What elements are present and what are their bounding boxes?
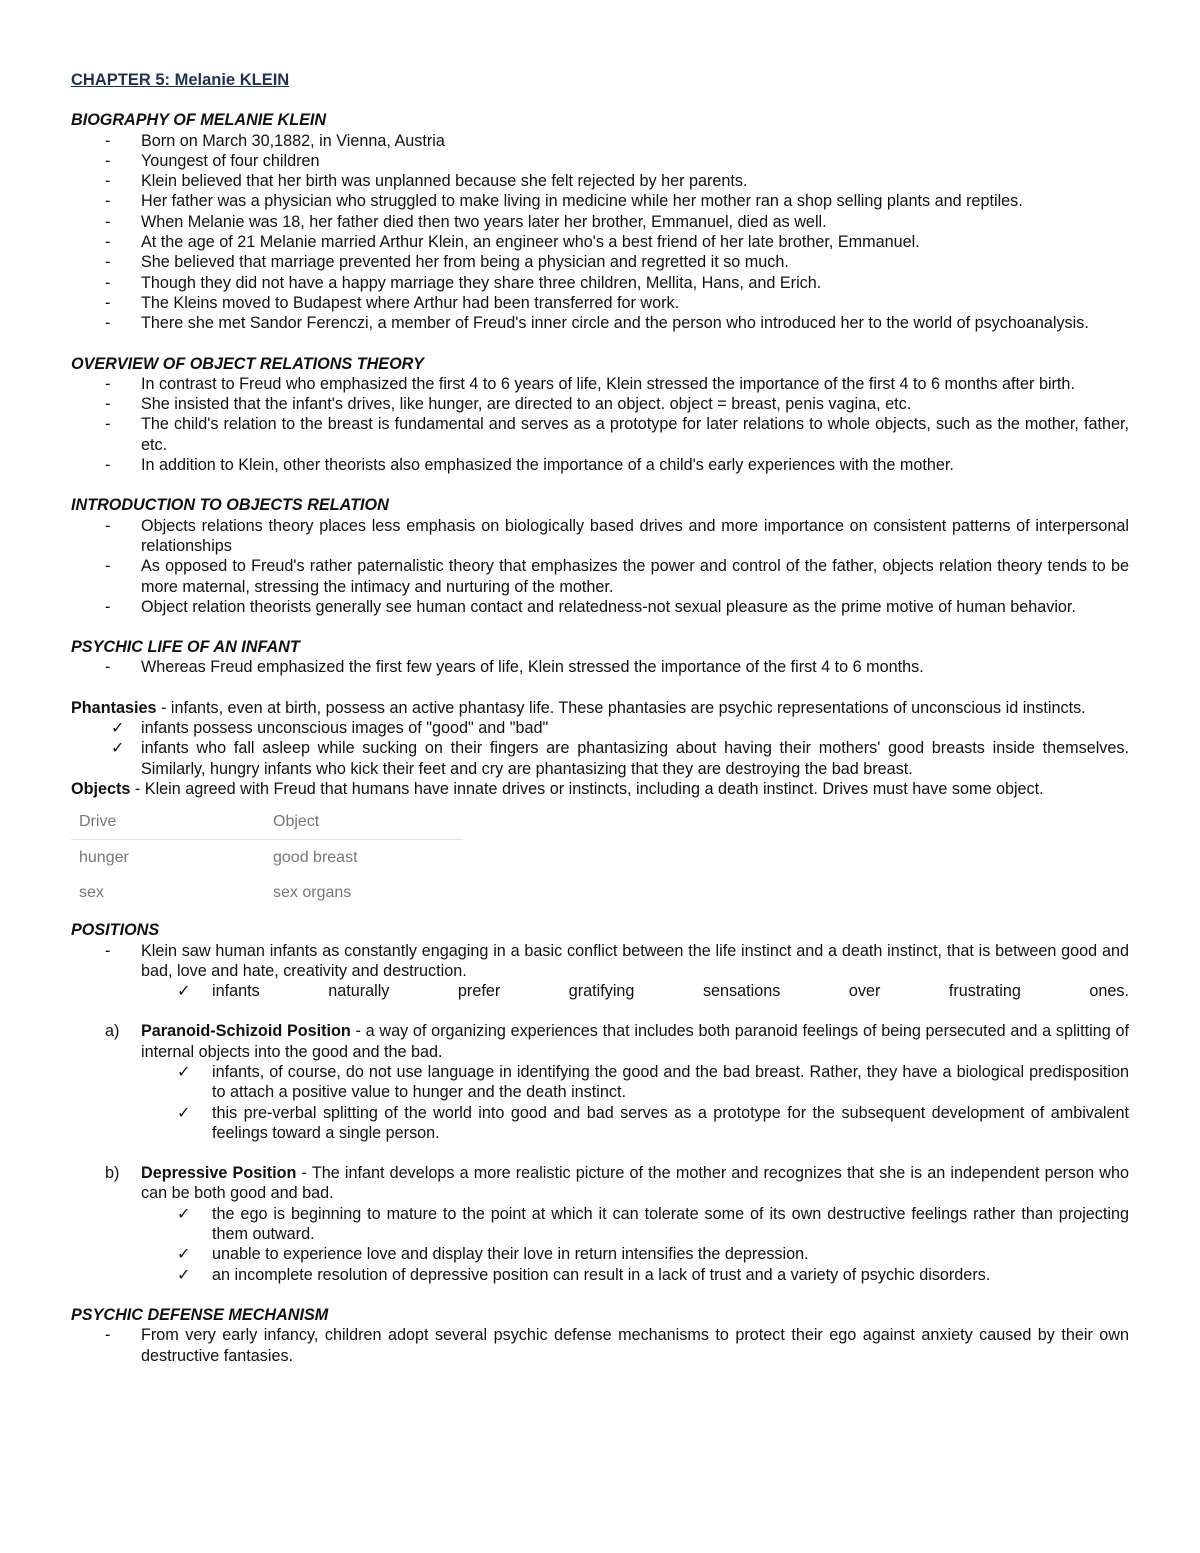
biography-heading: BIOGRAPHY OF MELANIE KLEIN: [71, 111, 327, 130]
check-item: ✓ the ego is beginning to mature to the point at which it can tolerate some of its own destructive feelings rather than projecting them outward.: [71, 1204, 1129, 1245]
list-item: - From very early infancy, children adopt several psychic defense mechanisms to protect their ego against anxiety caused by their own destructive fantasies.: [71, 1325, 1129, 1366]
table-row: [71, 875, 463, 910]
check-item: ✓ an incomplete resolution of depressive position can result in a lack of trust and a variety of psychic disorders.: [71, 1265, 1129, 1285]
check-item: ✓ infants, of course, do not use language in identifying the good and the bad breast. Rather, they have a biological predisposition to attach a positive value to hunger and the death instinct.: [71, 1062, 1129, 1103]
list-item: - In addition to Klein, other theorists also emphasized the importance of a child's early experiences with the mother.: [71, 455, 1129, 475]
dash-bullet: -: [105, 233, 111, 252]
position-b: b) Depressive Position - The infant develops a more realistic picture of the mother and recognizes that she is an independent person who can be both good and bad.: [71, 1163, 1129, 1204]
check-item: ✓ unable to experience love and display their love in return intensifies the depression.: [71, 1244, 1129, 1264]
check-icon: ✓: [177, 1245, 191, 1264]
list-item: - As opposed to Freud's rather paternalistic theory that emphasizes the power and control of the father, objects relation theory tends to be more maternal, stressing the intimacy and nurturing of the mother.: [71, 556, 1129, 597]
document-page: [71, 70, 1129, 1386]
check-icon: ✓: [177, 1103, 191, 1122]
dash-bullet: -: [105, 941, 111, 960]
table-cell: sex: [79, 883, 104, 901]
check-icon: ✓: [177, 1204, 191, 1223]
check-icon: ✓: [177, 1062, 191, 1081]
table-header-object: Object: [265, 804, 463, 840]
table-header-row: [71, 804, 463, 840]
objects-paragraph: Objects - Klein agreed with Freud that humans have innate drives or instincts, including a death instinct. Drives must have some object.: [71, 779, 1044, 798]
list-item: - When Melanie was 18, her father died then two years later her brother, Emmanuel, died as well.: [71, 212, 1129, 232]
dash-bullet: -: [105, 374, 111, 393]
position-b-term: Depressive Position: [141, 1164, 297, 1183]
list-item: - Objects relations theory places less emphasis on biologically based drives and more importance on consistent patterns of interpersonal relationships: [71, 516, 1129, 557]
check-item: [71, 981, 1129, 1001]
intro-heading: INTRODUCTION TO OBJECTS RELATION: [71, 496, 389, 515]
check-icon: ✓: [177, 1265, 191, 1284]
position-a-term: Paranoid-Schizoid Position: [141, 1022, 351, 1041]
table-cell: sex organs: [273, 883, 352, 901]
list-item: - The child's relation to the breast is fundamental and serves as a prototype for later relations to whole objects, such as the mother, father, etc.: [71, 414, 1129, 455]
list-marker: b): [105, 1164, 120, 1183]
positions-heading: POSITIONS: [71, 921, 160, 940]
overview-heading: OVERVIEW OF OBJECT RELATIONS THEORY: [71, 354, 424, 373]
list-item: - Born on March 30,1882, in Vienna, Austria: [71, 131, 1129, 151]
position-a: a) Paranoid-Schizoid Position - a way of organizing experiences that includes both paranoid feelings of being persecuted and a splitting of internal objects into the good and the bad.: [71, 1021, 1129, 1062]
list-item: - Her father was a physician who struggled to make living in medicine while her mother ran a shop selling plants and reptiles.: [71, 191, 1129, 211]
table-cell: hunger: [79, 848, 129, 866]
phantasies-paragraph: Phantasies - infants, even at birth, possess an active phantasy life. These phantasies are psychic representations of unconscious id instincts.: [71, 698, 1086, 717]
check-item: ✓ infants who fall asleep while sucking on their fingers are phantasizing about having their mothers' good breasts inside themselves. Similarly, hungry infants who kick their feet and cry are phantasizing that they are destroying the bad breast.: [71, 738, 1129, 779]
list-item: - Object relation theorists generally see human contact and relatedness-not sexual pleasure as the prime motive of human behavior.: [71, 597, 1129, 617]
list-item: - She insisted that the infant's drives, like hunger, are directed to an object. object = breast, penis vagina, etc.: [71, 394, 1129, 414]
list-item: - The Kleins moved to Budapest where Arthur had been transferred for work.: [71, 293, 1129, 313]
dash-bullet: -: [105, 314, 111, 333]
dash-bullet: -: [105, 172, 111, 191]
dash-bullet: -: [105, 456, 111, 475]
check-icon: ✓: [177, 982, 191, 1001]
psychic-section: [71, 637, 1129, 678]
dash-bullet: -: [105, 516, 111, 535]
intro-section: [71, 495, 1129, 617]
list-marker: a): [105, 1022, 120, 1041]
dash-bullet: -: [105, 151, 111, 170]
dash-bullet: -: [105, 212, 111, 231]
dash-bullet: -: [105, 293, 111, 312]
dash-bullet: -: [105, 253, 111, 272]
list-item: - In contrast to Freud who emphasized the first 4 to 6 years of life, Klein stressed the importance of the first 4 to 6 months after birth.: [71, 374, 1129, 394]
list-item: - Youngest of four children: [71, 151, 1129, 171]
dash-bullet: -: [105, 395, 111, 414]
dash-bullet: -: [105, 415, 111, 434]
table-row: [71, 840, 463, 876]
drive-object-table: [71, 804, 463, 910]
spread-line: infants naturally prefer gratifying sensations over frustrating ones.: [212, 982, 1129, 1001]
dash-bullet: -: [105, 192, 111, 211]
dash-bullet: -: [105, 1326, 111, 1345]
list-item: - There she met Sandor Ferenczi, a member of Freud's inner circle and the person who introduced her to the world of psychoanalysis.: [71, 313, 1129, 333]
list-item: - Klein saw human infants as constantly engaging in a basic conflict between the life instinct and a death instinct, that is between good and bad, love and hate, creativity and destruction.: [71, 941, 1129, 982]
table-cell: good breast: [273, 848, 358, 866]
list-item: - She believed that marriage prevented her from being a physician and regretted it so much.: [71, 252, 1129, 272]
defense-section: [71, 1305, 1129, 1366]
overview-section: [71, 354, 1129, 476]
phantasies-term: Phantasies: [71, 698, 157, 717]
check-item: ✓ infants possess unconscious images of "good" and "bad": [71, 718, 1129, 738]
list-item: - Though they did not have a happy marriage they share three children, Mellita, Hans, and Erich.: [71, 273, 1129, 293]
biography-section: [71, 110, 1129, 333]
dash-bullet: -: [105, 597, 111, 616]
list-item: - Klein believed that her birth was unplanned because she felt rejected by her parents.: [71, 171, 1129, 191]
check-icon: ✓: [111, 739, 125, 758]
phantasies-block: [71, 698, 1129, 799]
dash-bullet: -: [105, 273, 111, 292]
table-header-drive: Drive: [71, 804, 265, 840]
list-item: - At the age of 21 Melanie married Arthur Klein, an engineer who's a best friend of her late brother, Emmanuel.: [71, 232, 1129, 252]
psychic-heading: PSYCHIC LIFE OF AN INFANT: [71, 638, 300, 657]
dash-bullet: -: [105, 131, 111, 150]
list-item: - Whereas Freud emphasized the first few years of life, Klein stressed the importance of the first 4 to 6 months.: [71, 657, 1129, 677]
objects-term: Objects: [71, 779, 131, 798]
chapter-title: CHAPTER 5: Melanie KLEIN: [71, 71, 290, 89]
dash-bullet: -: [105, 557, 111, 576]
dash-bullet: -: [105, 658, 111, 677]
positions-section: [71, 920, 1129, 1285]
check-icon: ✓: [111, 719, 125, 738]
defense-heading: PSYCHIC DEFENSE MECHANISM: [71, 1305, 329, 1324]
check-item: ✓ this pre-verbal splitting of the world into good and bad serves as a prototype for the subsequent development of ambivalent feelings toward a single person.: [71, 1103, 1129, 1144]
